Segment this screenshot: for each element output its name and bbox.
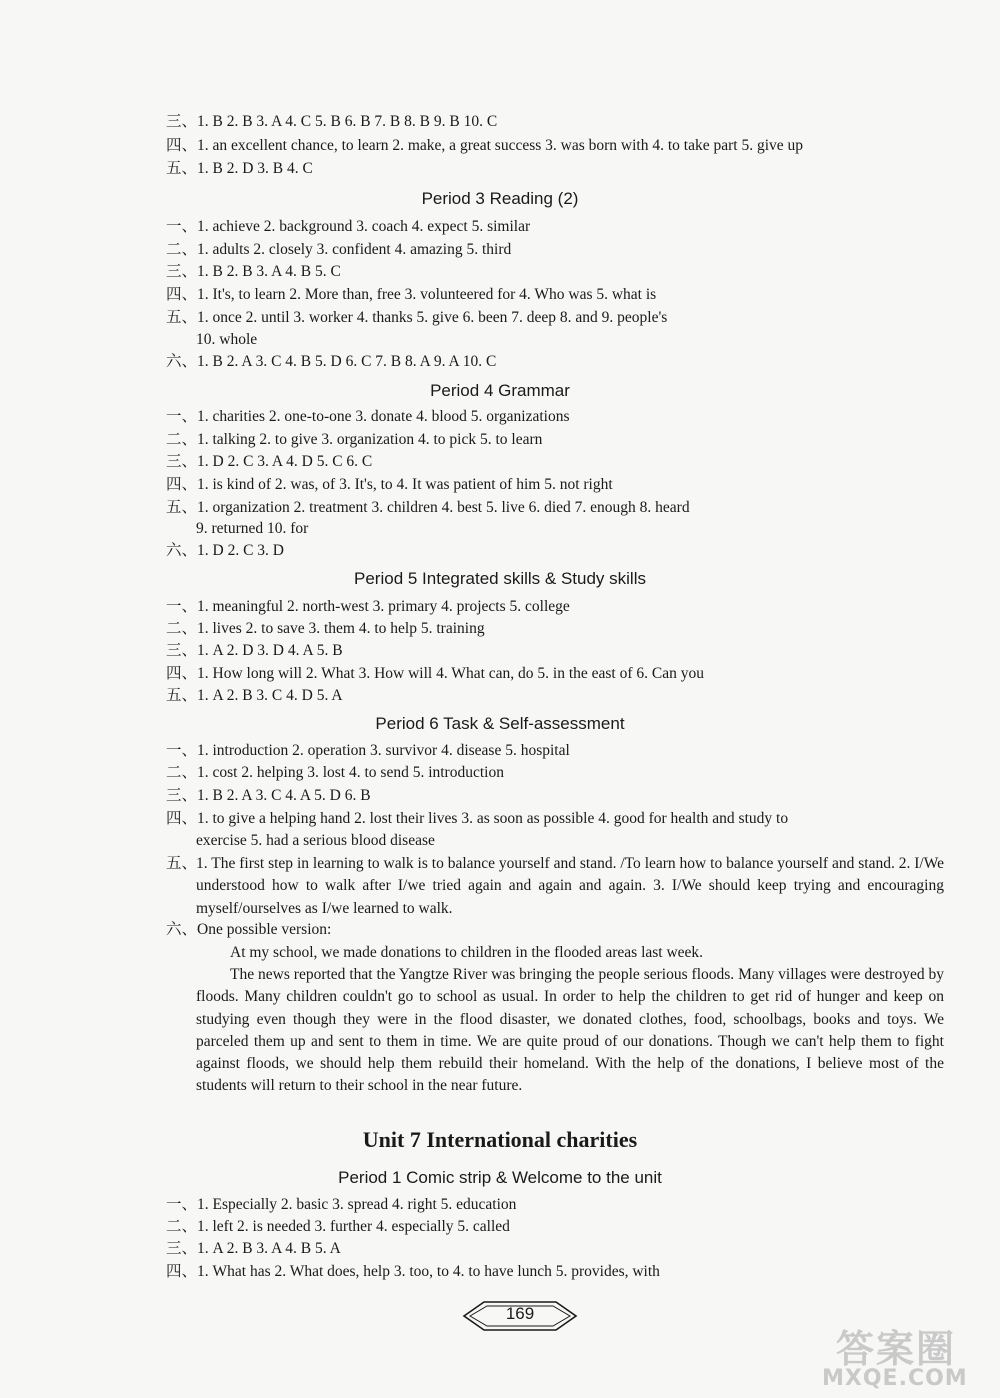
answer-line: 四、1. to give a helping hand 2. lost their lives 3. as soon as possible 4. good for health and study to xyxy=(166,810,789,827)
period-heading: Period 3 Reading (2) xyxy=(421,189,579,208)
essay-paragraph: The news reported that the Yangtze River was bringing the people serious floods. Many villages were destroyed by floods. Many children couldn't go to school as usual. In order to help the children to get rid of hunger and keep on studying even though they were in the flood disaster, we donated clothes, food, schoolbags, books and toys. We parceled them up and sent to them in time. We are quite proud of our donations. Though we can't help them to fight against floods, we should help them rebuild their homeland. With the help of the donations, I believe most of the students will return to their school in the near future. xyxy=(196,966,944,1095)
answer-line-continued: 9. returned 10. for xyxy=(196,520,309,537)
answer-paragraph: 1. The first step in learning to walk is to balance yourself and stand. /To learn how to balance yourself and stand. 2. I/We understood how to walk after I/we tried again and again and again. 3. I/We should keep trying and encouraging myself/ourselves as I/we learned to walk. xyxy=(196,855,944,917)
answer-line: 三、1. A 2. B 3. A 4. B 5. A xyxy=(166,1240,341,1257)
page-number-badge xyxy=(462,1296,578,1336)
answer-line: 一、1. charities 2. one-to-one 3. donate 4. blood 5. organizations xyxy=(166,408,570,425)
answer-line: 三、1. A 2. D 3. D 4. A 5. B xyxy=(166,642,343,659)
answer-line: 四、1. is kind of 2. was, of 3. It's, to 4. It was patient of him 5. not right xyxy=(166,476,613,493)
answer-line-continued: 10. whole xyxy=(196,331,258,348)
site-watermark xyxy=(818,1318,998,1396)
answer-line-continued: exercise 5. had a serious blood disease xyxy=(196,832,435,849)
answer-line: 一、1. Especially 2. basic 3. spread 4. right 5. education xyxy=(166,1196,517,1213)
answer-line: 二、1. lives 2. to save 3. them 4. to help 5. training xyxy=(166,620,485,637)
answer-line: 一、1. introduction 2. operation 3. survivor 4. disease 5. hospital xyxy=(166,742,570,759)
answer-line: 二、1. left 2. is needed 3. further 4. especially 5. called xyxy=(166,1218,510,1235)
answer-line: 五、1. once 2. until 3. worker 4. thanks 5. give 6. been 7. deep 8. and 9. people's xyxy=(166,309,668,326)
answer-line: 四、1. an excellent chance, to learn 2. make, a great success 3. was born with 4. to take part 5. give up xyxy=(166,137,804,154)
answer-line: 五、1. organization 2. treatment 3. children 4. best 5. live 6. died 7. enough 8. heard xyxy=(166,499,690,516)
watermark-logo-text: 答案圈 xyxy=(836,1327,957,1371)
watermark-domain: MXQE.COM xyxy=(822,1366,968,1391)
section-label: 五、 xyxy=(166,855,198,872)
page-number: 169 xyxy=(505,1304,535,1323)
answer-line: 三、1. B 2. B 3. A 4. C 5. B 6. B 7. B 8. B 9. B 10. C xyxy=(166,113,498,130)
answer-line: 三、1. B 2. B 3. A 4. B 5. C xyxy=(166,263,341,280)
answer-line: 一、1. achieve 2. background 3. coach 4. expect 5. similar xyxy=(166,218,531,235)
essay-paragraph: At my school, we made donations to children in the flooded areas last week. xyxy=(230,944,704,961)
answer-line: 四、1. How long will 2. What 3. How will 4. What can, do 5. in the east of 6. Can you xyxy=(166,665,704,682)
unit-title: Unit 7 International charities xyxy=(362,1127,638,1152)
answer-line: 三、1. B 2. A 3. C 4. A 5. D 6. B xyxy=(166,787,371,804)
answer-line: 一、1. meaningful 2. north-west 3. primary 4. projects 5. college xyxy=(166,598,570,615)
answer-line: 四、1. What has 2. What does, help 3. too, to 4. to have lunch 5. provides, with xyxy=(166,1263,660,1280)
answer-line: 二、1. talking 2. to give 3. organization 4. to pick 5. to learn xyxy=(166,431,543,448)
answer-line: 四、1. It's, to learn 2. More than, free 3. volunteered for 4. Who was 5. what is xyxy=(166,286,657,303)
period-heading: Period 1 Comic strip & Welcome to the unit xyxy=(338,1168,662,1187)
period-heading: Period 5 Integrated skills & Study skills xyxy=(354,569,646,588)
answer-line: 六、1. B 2. A 3. C 4. B 5. D 6. C 7. B 8. A 9. A 10. C xyxy=(166,353,497,370)
period-heading: Period 4 Grammar xyxy=(430,381,570,400)
period-heading: Period 6 Task & Self-assessment xyxy=(375,714,625,733)
section-label: 六、One possible version: xyxy=(166,921,332,938)
answer-line: 五、1. A 2. B 3. C 4. D 5. A xyxy=(166,687,343,704)
answer-line: 六、1. D 2. C 3. D xyxy=(166,542,284,559)
answer-line: 二、1. adults 2. closely 3. confident 4. amazing 5. third xyxy=(166,241,512,258)
answer-line: 三、1. D 2. C 3. A 4. D 5. C 6. C xyxy=(166,453,373,470)
answer-line: 二、1. cost 2. helping 3. lost 4. to send 5. introduction xyxy=(166,764,504,781)
answer-line: 五、1. B 2. D 3. B 4. C xyxy=(166,160,313,177)
